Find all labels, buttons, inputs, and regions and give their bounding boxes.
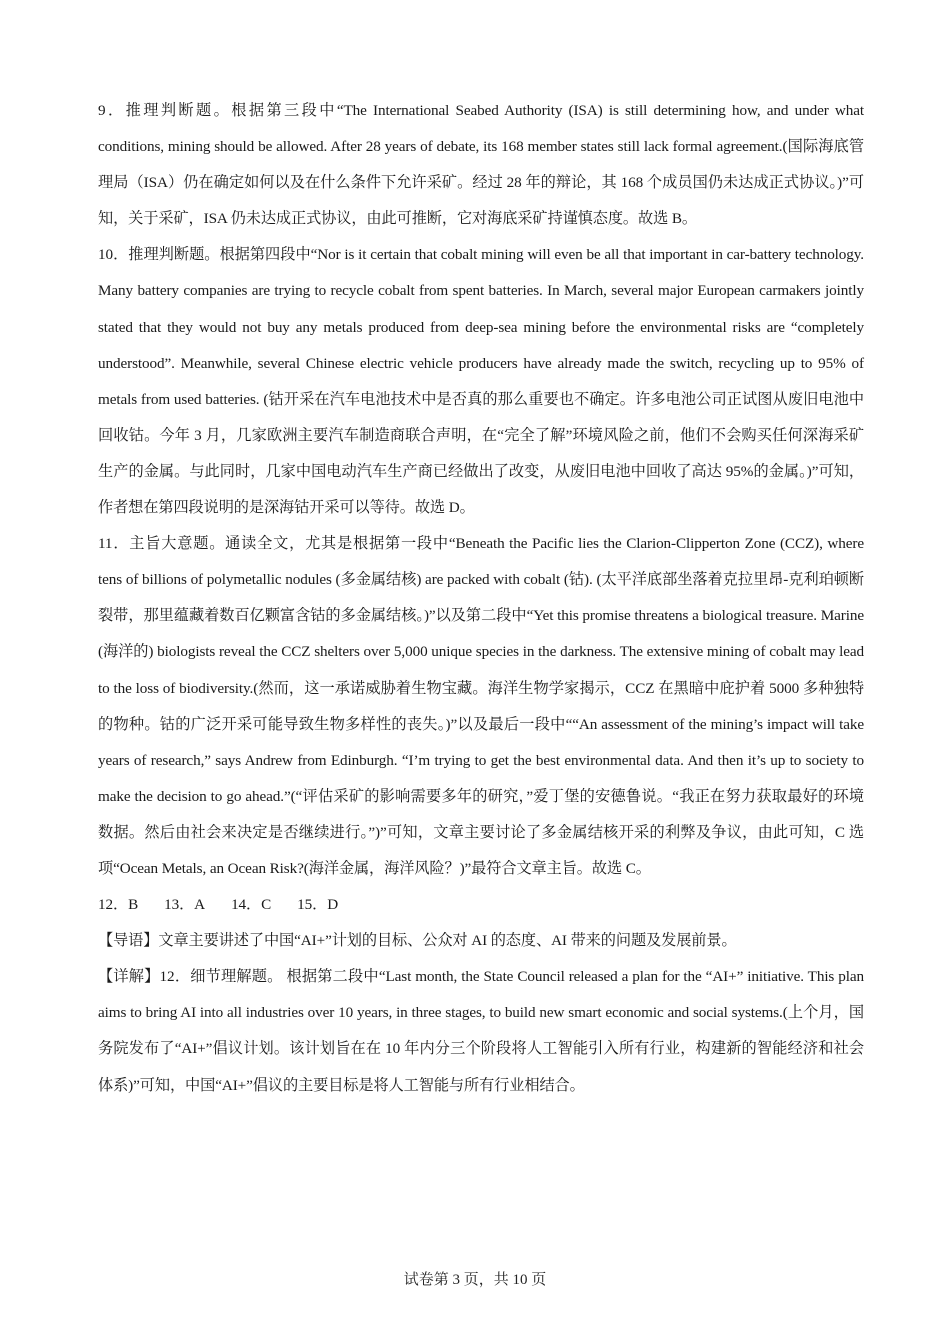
document-body — [98, 93, 864, 1104]
answer-13: 13．A — [164, 896, 206, 914]
answer-14: 14．C — [231, 896, 272, 914]
answer-15: 15．D — [297, 896, 339, 914]
answer-12: 12．B — [98, 896, 139, 914]
answer-explanation-q10: 10．推理判断题。根据第四段中“Nor is it certain that cobalt mining will even be all that important in car-battery technology. Many battery companies are trying to recycle cobalt from spent batteries. In March, several major European carmakers jointly stated that they would not buy any metals produced from deep-sea mining before the environmental risks are “completely understood”. Meanwhile, several Chinese electric vehicle producers have already made the switch, recycling up to 95% of metals from used batteries. (钴开采在汽车电池技术中是否真的那么重要也不确定。许多电池公司正试图从废旧电池中回收钴。今年 3 月，几家欧洲主要汽车制造商联合声明，在“完全了解”环境风险之前，他们不会购买任何深海采矿生产的金属。与此同时，几家中国电动汽车生产商已经做出了改变，从废旧电池中回收了高达 95%的金属。)”可知，作者想在第四段说明的是深海钴开采可以等待。故选 D。 — [98, 246, 864, 517]
answer-explanation-q11: 11．主旨大意题。通读全文，尤其是根据第一段中“Beneath the Pacific lies the Clarion-Clipperton Zone (CCZ), where tens of billions of polymetallic nodules (多金属结核) are packed with cobalt (钴). (太平洋底部坐落着克拉里昂-克利珀顿断裂带，那里蕴藏着数百亿颗富含钴的多金属结核。)”以及第二段中“Yet this promise threatens a biological treasure. Marine (海洋的) biologists reveal the CCZ shelters over 5,000 unique species in the darkness. The extensive mining of cobalt may lead to the loss of biodiversity.(然而，这一承诺威胁着生物宝藏。海洋生物学家揭示，CCZ 在黑暗中庇护着 5000 多种独特的物种。钴的广泛开采可能导致生物多样性的丧失。)”以及最后一段中““An assessment of the mining’s impact will take years of research,” says Andrew from Edinburgh. “I’m trying to get the best environmental data. And then it’s up to society to make the decision to go ahead.”(“评估采矿的影响需要多年的研究，”爱丁堡的安德鲁说。“我正在努力获取最好的环境数据。然后由社会来决定是否继续进行。”)”可知，文章主要讨论了多金属结核开采的利弊及争议，由此可知，C 选项“Ocean Metals, an Ocean Risk?(海洋金属，海洋风险？)”最符合文章主旨。故选 C。 — [98, 535, 864, 877]
answer-explanation-q12: 【详解】12．细节理解题。 根据第二段中“Last month, the State Council released a plan for the “AI+” initiative. This plan aims to bring AI into all industries over 10 years, in three stages, to build new smart economic and social systems.(上个月，国务院发布了“AI+”倡议计划。该计划旨在在 10 年内分三个阶段将人工智能引入所有行业，构建新的智能经济和社会体系)”可知，中国“AI+”倡议的主要目标是将人工智能与所有行业相结合。 — [98, 968, 864, 1094]
answer-explanation-q9: 9．推理判断题。根据第三段中“The International Seabed Authority (ISA) is still determining how, and under what conditions, mining should be allowed. After 28 years of debate, its 168 member states still lack formal agreement.(国际海底管理局（ISA）仍在确定如何以及在什么条件下允许采矿。经过 28 年的辩论，其 168 个成员国仍未达成正式协议。)”可知，关于采矿，ISA 仍未达成正式协议，由此可推断，它对海底采矿持谨慎态度。故选 B。 — [98, 102, 864, 228]
page-footer: 试卷第 3 页，共 10 页 — [403, 1272, 547, 1288]
answer-key-row — [98, 887, 864, 923]
passage-guide: 【导语】文章主要讲述了中国“AI+”计划的目标、公众对 AI 的态度、AI 带来的问题及发展前景。 — [98, 932, 737, 950]
